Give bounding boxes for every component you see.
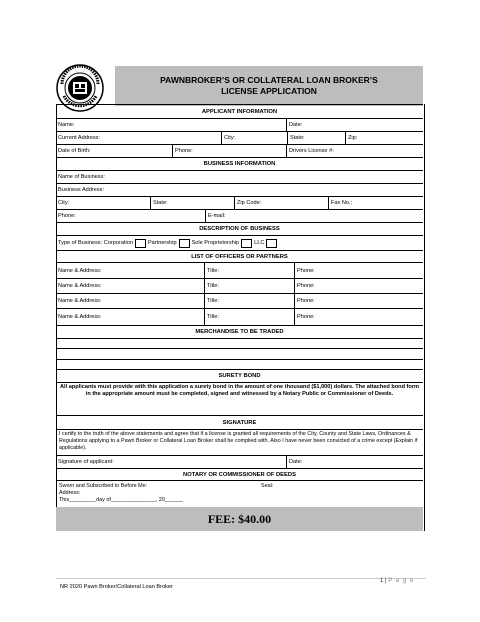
business-phone-label: Phone: xyxy=(58,213,76,219)
officer-name-address-label: Name & Address: xyxy=(58,298,102,304)
officer-name-address-label: Name & Address: xyxy=(58,283,102,289)
zip-label: Zip: xyxy=(348,135,358,141)
business-state-field[interactable] xyxy=(150,197,234,209)
section-description-header xyxy=(56,222,423,235)
corporation-checkbox[interactable] xyxy=(135,239,146,248)
type-of-business-group xyxy=(56,236,423,250)
phone-field[interactable] xyxy=(172,145,286,157)
row-business-address xyxy=(56,183,423,196)
signature-field[interactable] xyxy=(56,456,286,468)
section-applicant-label: APPLICANT INFORMATION xyxy=(201,108,278,115)
section-surety-label: SURETY BOND xyxy=(218,373,261,379)
city-field[interactable] xyxy=(221,132,287,144)
name-of-business-field[interactable] xyxy=(56,171,423,183)
officer-name-address-label: Name & Address: xyxy=(58,314,102,320)
footer-divider xyxy=(56,578,426,579)
type-of-business-label: Type of Business: xyxy=(58,240,103,246)
partnership-checkbox[interactable] xyxy=(179,239,190,248)
officer-title-label: Title: xyxy=(207,314,219,320)
date-label: Date: xyxy=(289,122,303,128)
section-notary-header xyxy=(56,468,423,480)
page-number-value: 1 xyxy=(380,578,384,584)
certify-text: I certify to the truth of the above statements and agree that if a license is granted all requirements of the City, County and State Laws, Ordinances & Regulations applying to a Pawn Broker or Collateral Loan Broker shall be complied with. Also I have never been convicted of a crime except (Explain if applicable). xyxy=(59,431,418,451)
notary-seal-field[interactable] xyxy=(261,483,273,489)
officer-name-address-field[interactable] xyxy=(56,279,204,293)
drivers-license-label: Drivers License #: xyxy=(289,148,334,154)
drivers-license-field[interactable] xyxy=(286,145,423,157)
row-business-city xyxy=(56,196,423,209)
officer-phone-label: Phone: xyxy=(297,298,315,304)
section-business-label: BUSINESS INFORMATION xyxy=(203,161,276,167)
section-officers-label: LIST OF OFFICERS OR PARTNERS xyxy=(191,253,288,260)
fax-label: Fax No.: xyxy=(331,200,353,206)
form-title-band xyxy=(115,66,423,106)
officer-title-label: Title: xyxy=(207,267,219,274)
form-title-line2: LICENSE APPLICATION xyxy=(221,86,317,96)
page-word: P a g e xyxy=(388,578,415,584)
sole-proprietorship-checkbox[interactable] xyxy=(241,239,252,248)
officer-phone-field[interactable] xyxy=(294,309,423,325)
row-business-phone xyxy=(56,209,423,222)
merchandise-line[interactable] xyxy=(56,348,423,359)
section-description-label: DESCRIPTION OF BUSINESS xyxy=(199,226,280,232)
page-number: 1 | P a g e xyxy=(380,578,415,584)
fax-field[interactable] xyxy=(328,197,423,209)
zip-code-field[interactable] xyxy=(234,197,328,209)
business-city-field[interactable] xyxy=(56,197,150,209)
corporation-label: Corporation xyxy=(103,240,133,246)
state-field[interactable] xyxy=(287,132,345,144)
partnership-label: Partnership xyxy=(147,240,177,246)
row-dob xyxy=(56,144,423,157)
officer-phone-field[interactable] xyxy=(294,279,423,293)
section-notary-label: NOTARY OR COMMISSIONER OF DEEDS xyxy=(183,471,296,478)
officer-row xyxy=(56,262,423,278)
section-signature-label: SIGNATURE xyxy=(222,419,257,426)
officer-phone-field[interactable] xyxy=(294,263,423,278)
name-field[interactable] xyxy=(56,119,286,131)
officer-name-address-field[interactable] xyxy=(56,294,204,308)
officer-title-label: Title: xyxy=(207,298,219,304)
business-address-label: Business Address: xyxy=(58,187,105,193)
row-current-address xyxy=(56,131,423,144)
footer-doc-name: NR 2020 Pawn Broker/Collateral Loan Broker xyxy=(60,584,173,590)
this-day-label: This_________day of_______________, 20______ xyxy=(59,497,183,503)
surety-text: All applicants must provide with this application a surety bond in the amount of one thousand ($1,000) dollars. The attached bond form in the appropriate amount must be completed, signed and witnessed by a Notary Public or Commissioner of Deeds. xyxy=(60,384,419,397)
officer-name-address-label: Name & Address: xyxy=(58,267,102,274)
name-label: Name: xyxy=(58,122,75,128)
current-address-label: Current Address: xyxy=(58,135,100,141)
current-address-field[interactable] xyxy=(56,132,221,144)
section-signature-header xyxy=(56,415,423,429)
officer-phone-field[interactable] xyxy=(294,294,423,308)
merchandise-line[interactable] xyxy=(56,359,423,369)
officer-phone-label: Phone: xyxy=(297,283,315,289)
llc-label: LLC xyxy=(254,240,265,246)
form-title-line1: PAWNBROKER’S OR COLLATERAL LOAN BROKER’S xyxy=(160,75,378,85)
officer-row xyxy=(56,308,423,325)
section-merchandise-header xyxy=(56,325,423,338)
officer-title-field[interactable] xyxy=(204,279,294,293)
section-officers-header xyxy=(56,250,423,262)
email-field[interactable] xyxy=(205,210,423,222)
state-label: State: xyxy=(290,135,305,141)
business-state-label: State: xyxy=(153,200,168,206)
sole-proprietorship-label: Sole Proprietorship xyxy=(191,240,240,246)
sworn-field[interactable] xyxy=(59,483,183,490)
name-of-business-label: Name of Business: xyxy=(58,174,105,180)
fee-label: FEE: $40.00 xyxy=(207,511,272,526)
notary-block xyxy=(56,480,423,507)
section-business-header xyxy=(56,157,423,170)
llc-checkbox[interactable] xyxy=(266,239,277,248)
notary-fields xyxy=(59,483,183,504)
section-surety-header xyxy=(56,369,423,382)
notary-address-field[interactable] xyxy=(59,490,183,497)
this-day-field[interactable] xyxy=(59,497,183,504)
section-merchandise-label: MERCHANDISE TO BE TRADED xyxy=(195,329,284,335)
row-name-of-business xyxy=(56,170,423,183)
zip-field[interactable] xyxy=(345,132,423,144)
officer-title-field[interactable] xyxy=(204,294,294,308)
row-signature xyxy=(56,455,423,468)
officer-phone-label: Phone: xyxy=(297,314,315,320)
dob-label: Date of Birth: xyxy=(58,148,91,154)
officer-title-field[interactable] xyxy=(204,263,294,278)
notary-address-label: Address: xyxy=(59,490,81,496)
fee-band xyxy=(56,507,423,531)
officer-name-address-field[interactable] xyxy=(56,309,204,325)
officer-name-address-field[interactable] xyxy=(56,263,204,278)
sworn-label: Sworn and Subscribed to Before Me: xyxy=(59,483,148,489)
row-type-of-business xyxy=(56,235,423,250)
signature-date-field[interactable] xyxy=(286,456,423,468)
notary-seal-label: Seal: xyxy=(261,483,274,489)
zip-code-label: Zip Code: xyxy=(237,200,262,206)
officer-row xyxy=(56,293,423,308)
signature-date-label: Date: xyxy=(289,459,303,465)
officer-title-label: Title: xyxy=(207,283,219,289)
officer-row xyxy=(56,278,423,293)
officer-phone-label: Phone: xyxy=(297,267,315,274)
officer-title-field[interactable] xyxy=(204,309,294,325)
date-field[interactable] xyxy=(286,119,423,131)
row-name xyxy=(56,118,423,131)
signature-label: Signature of applicant: xyxy=(58,459,114,465)
business-phone-field[interactable] xyxy=(56,210,205,222)
section-applicant-header xyxy=(56,104,423,118)
business-city-label: City: xyxy=(58,200,70,206)
phone-label: Phone: xyxy=(175,148,193,154)
dob-field[interactable] xyxy=(56,145,172,157)
city-label: City: xyxy=(224,135,236,141)
business-address-field[interactable] xyxy=(56,184,423,196)
email-label: E-mail: xyxy=(208,213,226,219)
merchandise-line[interactable] xyxy=(56,338,423,348)
